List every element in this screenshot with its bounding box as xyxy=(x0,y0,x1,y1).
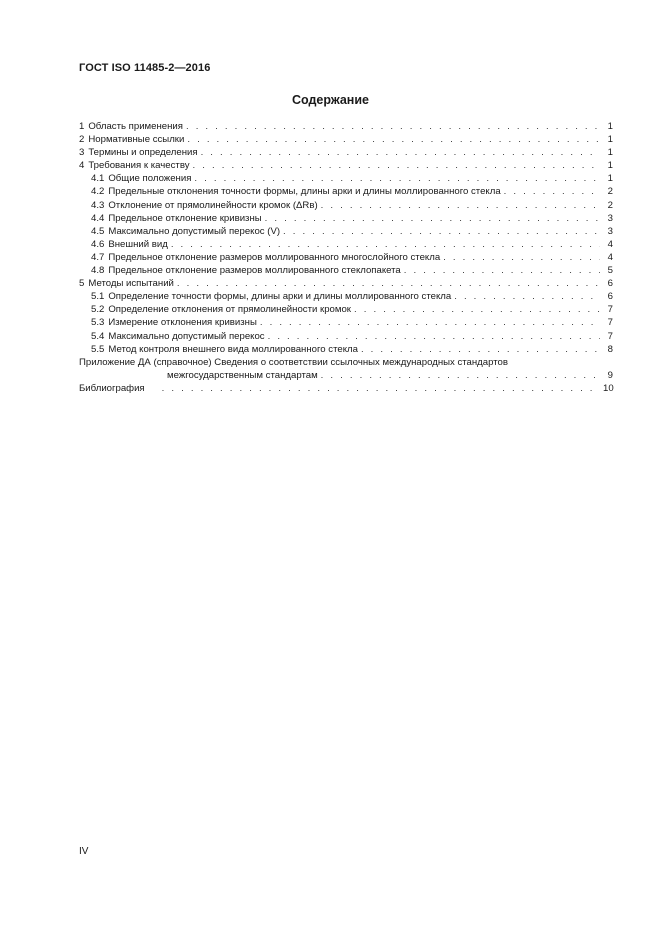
toc-entry-title: Термины и определения xyxy=(88,147,198,159)
toc-leader xyxy=(201,146,600,159)
toc-bibliography-page: 10 xyxy=(603,382,614,394)
toc-leader xyxy=(186,120,600,133)
toc-entry[interactable] xyxy=(79,159,613,172)
toc-entry-title: Методы испытаний xyxy=(88,278,174,290)
toc-entry-number: 5.4 xyxy=(91,330,105,342)
toc-entry-page: 3 xyxy=(607,225,613,237)
toc-entry-page: 5 xyxy=(607,265,613,277)
toc-entry-number: 5 xyxy=(79,278,85,290)
toc-leader xyxy=(194,172,600,185)
toc-leader xyxy=(171,238,600,251)
toc-entry-page: 7 xyxy=(607,317,613,329)
document-code: ГОСТ ISO 11485-2—2016 xyxy=(79,62,211,74)
toc-entry-title: Общие положения xyxy=(108,173,192,185)
toc-entry-title: Область применения xyxy=(88,121,183,132)
toc-entry-title: Определение точности формы, длины арки и длины моллированного стекла xyxy=(108,291,452,303)
toc-entry[interactable] xyxy=(79,277,613,290)
toc-entry-page: 6 xyxy=(607,291,613,303)
toc-entry-title: Измерение отклонения кривизны xyxy=(108,317,257,329)
table-of-contents xyxy=(79,120,613,395)
toc-entry[interactable] xyxy=(79,199,613,212)
toc-entry-number: 2 xyxy=(79,134,85,146)
toc-leader xyxy=(162,382,600,395)
toc-leader xyxy=(177,277,600,290)
toc-leader xyxy=(260,316,600,329)
toc-leader xyxy=(404,264,600,277)
toc-entry-number: 1 xyxy=(79,121,85,132)
toc-entry-page: 1 xyxy=(607,134,613,146)
toc-entry[interactable] xyxy=(79,316,613,329)
toc-entry-number: 4.7 xyxy=(91,251,105,263)
toc-entry-number: 5.3 xyxy=(91,317,105,329)
toc-entry-number: 4.3 xyxy=(91,199,105,211)
toc-leader xyxy=(187,133,600,146)
toc-entry-title: Отклонение от прямолинейности кромок (ΔRв) xyxy=(108,199,318,211)
toc-entry[interactable] xyxy=(79,330,613,343)
toc-entry-number: 4.5 xyxy=(91,225,105,237)
toc-leader xyxy=(361,343,600,356)
toc-entry-page: 2 xyxy=(607,199,613,211)
toc-leader xyxy=(265,212,600,225)
page-number: IV xyxy=(79,846,89,857)
toc-entry[interactable] xyxy=(79,146,613,159)
toc-entry-number: 4.4 xyxy=(91,212,105,224)
toc-entry[interactable] xyxy=(79,290,613,303)
toc-entry[interactable] xyxy=(79,225,613,238)
toc-entry-page: 2 xyxy=(607,186,613,198)
toc-leader xyxy=(443,251,600,264)
toc-entry-number: 3 xyxy=(79,147,85,159)
toc-leader xyxy=(454,290,600,303)
toc-leader xyxy=(504,185,600,198)
toc-entry[interactable] xyxy=(79,238,613,251)
toc-entry-page: 8 xyxy=(607,343,613,355)
toc-entry[interactable] xyxy=(79,120,613,133)
toc-bibliography[interactable] xyxy=(79,382,613,395)
toc-entry[interactable] xyxy=(79,303,613,316)
toc-leader xyxy=(321,199,600,212)
toc-entry-title: Метод контроля внешнего вида моллированного стекла xyxy=(108,343,358,355)
toc-appendix-line2[interactable] xyxy=(79,369,613,382)
toc-entry-number: 4.8 xyxy=(91,265,105,277)
toc-entry[interactable] xyxy=(79,172,613,185)
toc-entry-title: Предельное отклонение размеров моллированного стеклопакета xyxy=(108,265,401,277)
toc-leader xyxy=(283,225,600,238)
toc-entry-number: 4.1 xyxy=(91,173,105,185)
toc-entry-page: 1 xyxy=(607,147,613,159)
toc-appendix-title-cont: межгосударственным стандартам xyxy=(167,369,318,381)
toc-entry[interactable] xyxy=(79,264,613,277)
toc-entry-number: 4.6 xyxy=(91,238,105,250)
toc-entry-number: 5.5 xyxy=(91,343,105,355)
toc-entry-page: 1 xyxy=(607,160,613,172)
toc-entry-page: 1 xyxy=(607,173,613,185)
toc-entry-page: 6 xyxy=(607,278,613,290)
toc-entry-page: 4 xyxy=(607,251,613,263)
toc-entry-page: 7 xyxy=(607,304,613,316)
toc-entry-title: Максимально допустимый перекос xyxy=(108,330,265,342)
toc-entry[interactable] xyxy=(79,133,613,146)
toc-entry-title: Определение отклонения от прямолинейности кромок xyxy=(108,304,352,316)
toc-entry-title: Внешний вид xyxy=(108,238,168,250)
toc-entry-title: Максимально допустимый перекос (V) xyxy=(108,225,281,237)
toc-leader xyxy=(268,330,600,343)
toc-entry-title: Предельные отклонения точности формы, длины арки и длины моллированного стекла xyxy=(108,186,501,198)
toc-entry-page: 4 xyxy=(607,238,613,250)
toc-entry-number: 4 xyxy=(79,160,85,172)
toc-entry-number: 5.2 xyxy=(91,304,105,316)
toc-appendix-line1[interactable] xyxy=(79,356,613,369)
toc-entry-number: 4.2 xyxy=(91,186,105,198)
toc-entry-title: Предельное отклонение кривизны xyxy=(108,212,262,224)
toc-entry[interactable] xyxy=(79,185,613,198)
toc-appendix-page: 9 xyxy=(607,369,613,381)
toc-entry[interactable] xyxy=(79,212,613,225)
toc-entry-page: 7 xyxy=(607,330,613,342)
toc-leader xyxy=(354,303,600,316)
toc-entry-title: Предельное отклонение размеров моллированного многослойного стекла xyxy=(108,251,441,263)
toc-entry-number: 5.1 xyxy=(91,291,105,303)
toc-entry[interactable] xyxy=(79,343,613,356)
toc-entry[interactable] xyxy=(79,251,613,264)
toc-entry-page: 3 xyxy=(607,212,613,224)
toc-title: Содержание xyxy=(291,93,369,107)
toc-bibliography-title: Библиография xyxy=(79,382,145,394)
toc-appendix-title: Приложение ДА (справочное) Сведения о соответствии ссылочных международных стандартов xyxy=(79,356,508,368)
toc-leader xyxy=(193,159,600,172)
toc-entry-title: Требования к качеству xyxy=(88,160,190,172)
toc-entry-title: Нормативные ссылки xyxy=(88,134,185,146)
toc-entry-page: 1 xyxy=(607,121,613,132)
toc-leader xyxy=(321,369,600,382)
